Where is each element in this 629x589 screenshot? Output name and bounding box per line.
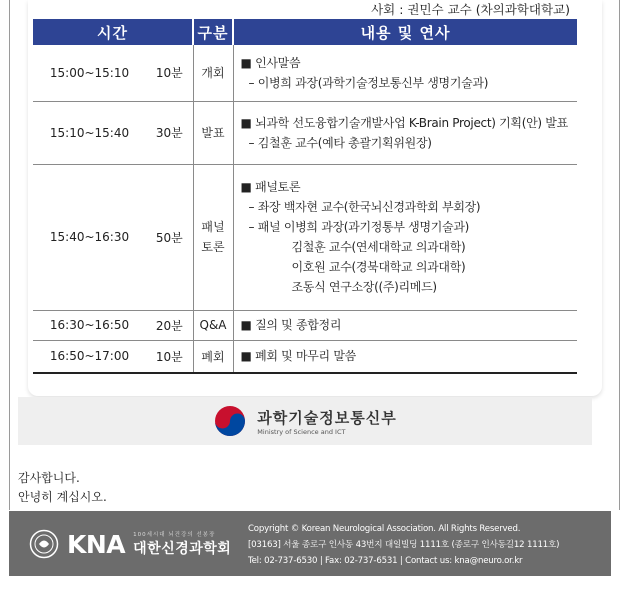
- kna-seal-icon: [29, 529, 59, 559]
- content-line: ■ 폐회 및 마무리 말씀: [240, 349, 356, 364]
- header-type: 구분: [193, 19, 233, 45]
- content-line: ■ 인사말씀: [240, 55, 301, 70]
- address-text: [03163] 서울 종로구 인사동 43번지 대일빌딩 1111호 (종로구 인사동길12 1111호): [248, 540, 560, 550]
- content-cell: [233, 101, 577, 164]
- content-line: 김철훈 교수(연세대학교 의과대학): [291, 240, 466, 254]
- copyright-text: Copyright © Korean Neurological Association. All Rights Reserved.: [248, 524, 521, 534]
- time-cell: 16:50~17:00: [33, 340, 146, 373]
- type-cell: 발표: [193, 101, 233, 164]
- taegeuk-icon: [213, 404, 247, 438]
- content-line: – 좌장 백자현 교수(한국뇌신경과학회 부회장): [248, 200, 481, 214]
- content-cell: [233, 310, 577, 340]
- content-line: 이호원 교수(경북대학교 의과대학): [291, 260, 466, 274]
- kna-slogan: 100세시대 뇌건강의 선봉장: [133, 532, 216, 538]
- duration-cell: 30분: [146, 101, 193, 164]
- footer-info: [248, 521, 559, 569]
- header-content: 내용 및 연사: [233, 19, 577, 45]
- content-line: – 이병희 과장(과학기술정보통신부 생명기술과): [248, 75, 489, 90]
- type-cell: [193, 164, 233, 310]
- table-row: [33, 340, 577, 373]
- kna-logo: [29, 529, 231, 559]
- time-cell: 15:10~15:40: [33, 101, 146, 164]
- content-line: 조동식 연구소장((주)리메드): [291, 280, 437, 294]
- message-line: 감사합니다.: [18, 471, 80, 485]
- type-cell: 개회: [193, 45, 233, 101]
- duration-cell: 20분: [146, 310, 193, 340]
- schedule-table: [33, 19, 577, 374]
- header-time: 시간: [33, 19, 193, 45]
- type-cell: Q&A: [193, 310, 233, 340]
- closing-message: [18, 469, 107, 507]
- content-cell: [233, 164, 577, 310]
- time-cell: 15:40~16:30: [33, 164, 146, 310]
- duration-cell: 50분: [146, 164, 193, 310]
- content-cell: [233, 340, 577, 373]
- content-line: – 김철훈 교수(예타 총괄기획위원장): [248, 135, 432, 150]
- message-line: 안녕히 계십시오.: [18, 490, 107, 504]
- table-row: [33, 101, 577, 164]
- time-cell: 16:30~16:50: [33, 310, 146, 340]
- ministry-logo: [213, 404, 396, 438]
- kna-org-name: 대한신경과학회: [133, 541, 232, 557]
- content-line: – 패널 이병희 과장(과기정통부 생명기술과): [248, 220, 470, 234]
- duration-cell: 10분: [146, 45, 193, 101]
- contact-text: Tel: 02-737-6530 | Fax: 02-737-6531 | Contact us: kna@neuro.or.kr: [248, 556, 523, 566]
- duration-cell: 10분: [146, 340, 193, 373]
- type-label: 패널 토론: [201, 220, 225, 254]
- ministry-logo-band: [18, 397, 592, 445]
- table-row: [33, 164, 577, 310]
- footer: [9, 511, 611, 576]
- ministry-name: 과학기술정보통신부: [257, 408, 397, 427]
- time-cell: 15:00~15:10: [33, 45, 146, 101]
- content-cell: [233, 45, 577, 101]
- ministry-name-en: Ministry of Science and ICT: [257, 427, 346, 436]
- table-header-row: [33, 19, 577, 45]
- table-row: [33, 45, 577, 101]
- table-row: [33, 310, 577, 340]
- content-line: ■ 질의 및 종합정리: [240, 318, 342, 332]
- content-line: ■ 패널토론: [240, 180, 301, 194]
- moderator-note: 사회 : 권민수 교수 (차의과학대학교): [371, 2, 570, 17]
- kna-wordmark: KNA: [67, 529, 126, 559]
- content-line: ■ 뇌과학 선도융합기술개발사업 K-Brain Project) 기획(안) 발표: [240, 115, 568, 130]
- type-cell: 폐회: [193, 340, 233, 373]
